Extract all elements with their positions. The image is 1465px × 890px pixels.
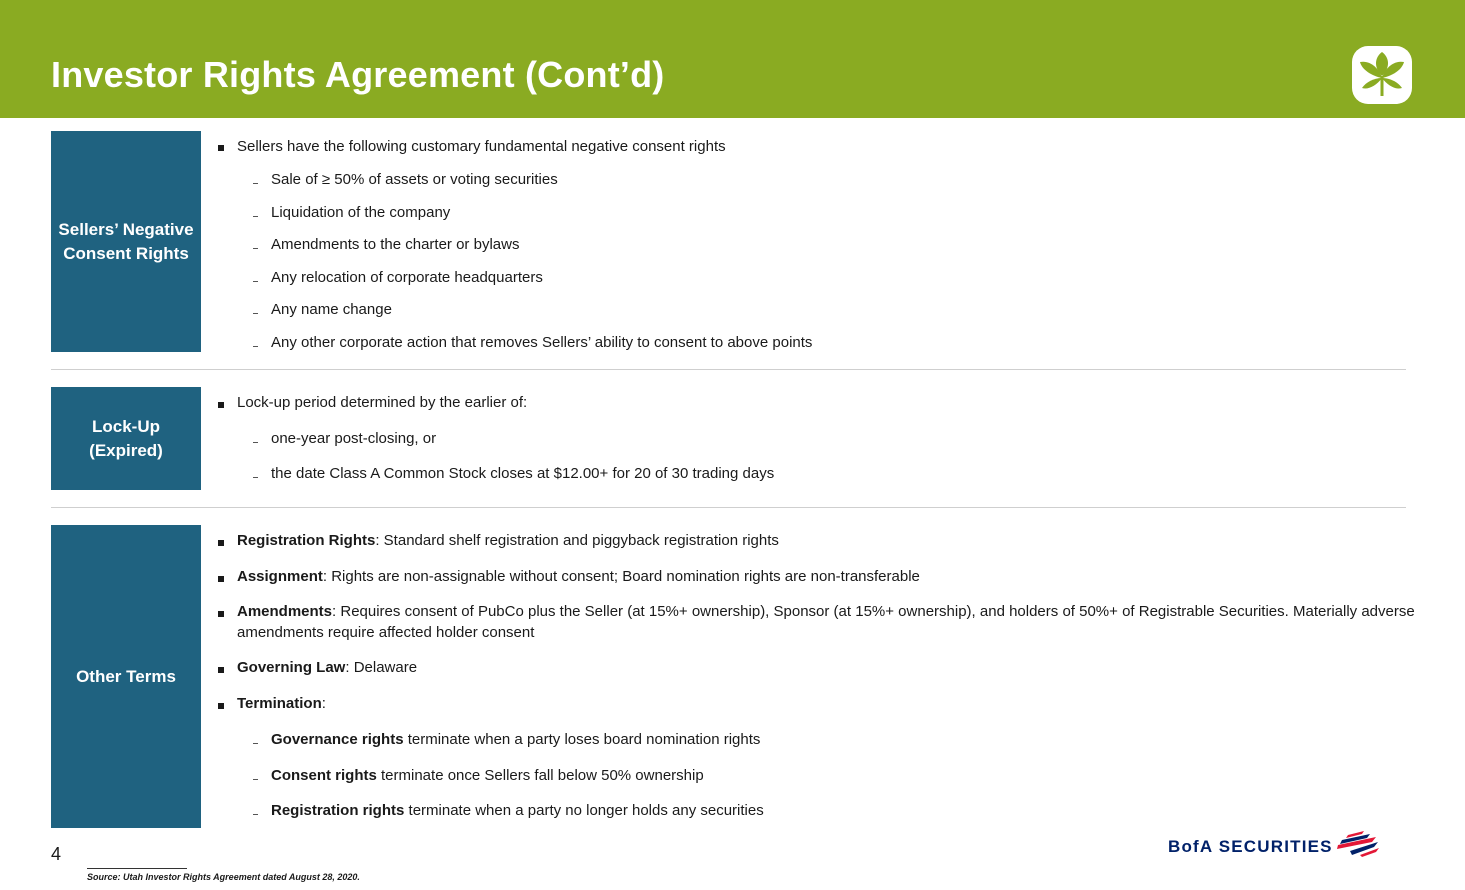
term-text: : [321, 695, 326, 712]
list-item: Sale of ≥ 50% of assets or voting securities [271, 171, 558, 188]
dash-icon [253, 442, 258, 443]
bullet-icon [218, 611, 224, 617]
dash-icon [253, 183, 258, 184]
list-item: the date Class A Common Stock closes at $12.00+ for 20 of 30 trading days [271, 465, 775, 482]
dash-icon [253, 313, 258, 314]
bullet-icon [218, 540, 224, 546]
source-note: Source: Utah Investor Rights Agreement dated August 28, 2020. [87, 872, 360, 882]
list-item: Any relocation of corporate headquarters [271, 269, 543, 286]
source-rule [87, 868, 187, 869]
term-text: : Standard shelf registration and piggyback registration rights [375, 532, 779, 549]
term-assignment [237, 568, 920, 585]
term-text: terminate once Sellers fall below 50% ownership [376, 767, 704, 784]
term-text: terminate when a party no longer holds any securities [404, 802, 764, 819]
bullet-icon [218, 145, 224, 151]
term-label: Termination [237, 695, 322, 712]
header-bar [0, 0, 1465, 118]
dash-icon [253, 477, 258, 478]
bullet-icon [218, 667, 224, 673]
term-text: : Requires consent of PubCo plus the Seller (at 15%+ ownership), Sponsor (at 15%+ ownership), and holders of 50%+ of Registrable Securities. Materially adverse amendments require affected holder consent [237, 603, 1415, 641]
label-negative-consent [51, 131, 201, 352]
term-governing-law [237, 659, 417, 676]
term-text: terminate when a party loses board nomination rights [403, 731, 761, 748]
label-lockup [51, 387, 201, 490]
term-text: : Delaware [345, 659, 418, 676]
term-label: Governance rights [271, 731, 404, 748]
divider [51, 507, 1406, 508]
term-label: Assignment [237, 568, 323, 585]
term-label: Governing Law [237, 659, 346, 676]
term-label: Registration Rights [237, 532, 376, 549]
dash-icon [253, 779, 258, 780]
dash-icon [253, 814, 258, 815]
term-label: Registration rights [271, 802, 405, 819]
termination-item [271, 767, 704, 784]
list-item: Amendments to the charter or bylaws [271, 236, 520, 253]
term-label: Amendments [237, 603, 333, 620]
termination-item [271, 731, 760, 748]
dash-icon [253, 216, 258, 217]
list-item: Any other corporate action that removes Sellers’ ability to consent to above points [271, 334, 813, 351]
label-text: Sellers’ Negative Consent Rights [58, 219, 194, 263]
lockup-intro: Lock-up period determined by the earlier of: [237, 394, 528, 411]
termination-item [271, 802, 764, 819]
label-text: Other Terms [76, 666, 176, 686]
term-amendments [237, 601, 1422, 643]
list-item: Any name change [271, 301, 392, 318]
bullet-icon [218, 576, 224, 582]
dash-icon [253, 346, 258, 347]
term-registration-rights [237, 532, 779, 549]
dash-icon [253, 281, 258, 282]
dash-icon [253, 743, 258, 744]
bullet-icon [218, 703, 224, 709]
term-label: Consent rights [271, 767, 377, 784]
term-termination [237, 695, 326, 712]
bullet-icon [218, 402, 224, 408]
dash-icon [253, 248, 258, 249]
label-text: Lock-Up (Expired) [89, 416, 163, 460]
bofa-flag-icon [1334, 831, 1380, 862]
brand-wordmark: BofA SECURITIES [1168, 837, 1333, 856]
page-number: 4 [51, 844, 62, 864]
label-other-terms [51, 525, 201, 828]
divider [51, 369, 1406, 370]
leaf-logo-icon [1352, 46, 1412, 104]
page-title: Investor Rights Agreement (Cont’d) [51, 54, 665, 95]
term-text: : Rights are non-assignable without consent; Board nomination rights are non-transferable [322, 568, 920, 585]
list-item: one-year post-closing, or [271, 430, 437, 447]
negative-consent-intro: Sellers have the following customary fundamental negative consent rights [237, 138, 726, 155]
list-item: Liquidation of the company [271, 204, 451, 221]
